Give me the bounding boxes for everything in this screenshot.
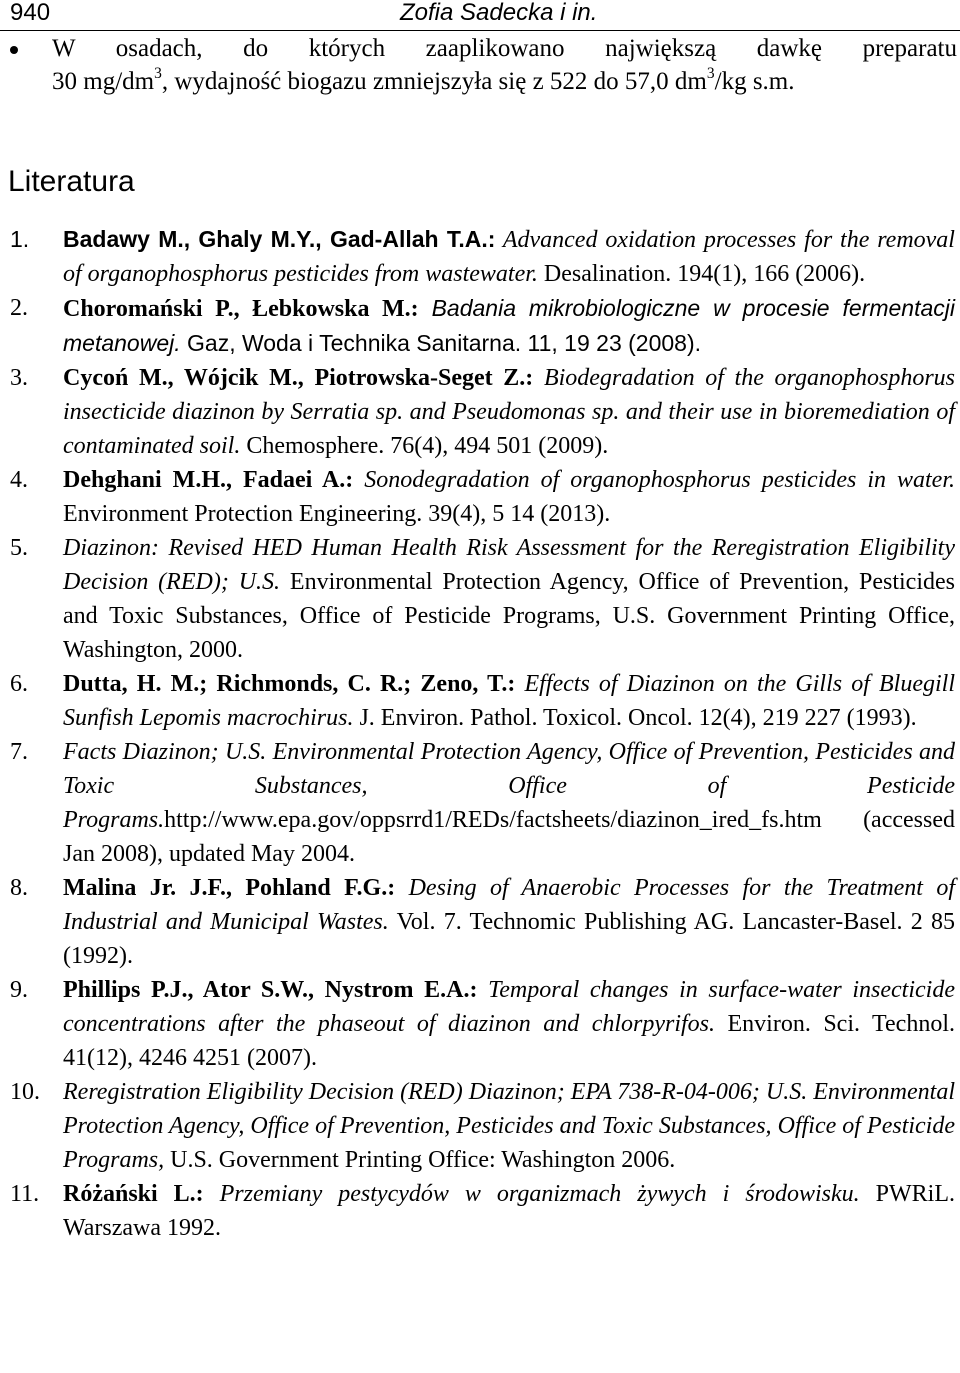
- reference-body: Cycoń M., Wójcik M., Piotrowska-Seget Z.: Biodegradation of the organophosphorus insecticide diazinon by Serratia sp. and Pseudomonas sp. and their use in bioremediation of contaminated soil. Chemosphere. 76(4), 494 501 (2009).: [63, 365, 955, 459]
- reference-body: Reregistration Eligibility Decision (RED) Diazinon; EPA 738-R-04-006; U.S. Environmental Protection Agency, Office of Prevention, Pesticides and Toxic Substances, Office of Pesticide Programs, U.S. Government Printing Office: Washington 2006.: [63, 1079, 955, 1173]
- reference-number: 10.: [10, 1079, 40, 1105]
- reference-item: [0, 871, 960, 973]
- reference-item: [0, 463, 960, 531]
- reference-body: Malina Jr. J.F., Pohland F.G.: Desing of Anaerobic Processes for the Treatment of Industrial and Municipal Wastes. Vol. 7. Technomic Publishing AG. Lancaster-Basel. 2 85 (1992).: [63, 875, 956, 969]
- reference-body: Diazinon: Revised HED Human Health Risk Assessment for the Reregistration Eligibility Decision (RED); U.S. Environmental Protection Agency, Office of Prevention, Pesticides and Toxic Substances, Office of Pesticide Programs, U.S. Government Printing Office, Washington, 2000.: [63, 535, 955, 663]
- reference-number: 1.: [10, 226, 30, 252]
- reference-item: [0, 973, 960, 1075]
- reference-number: 8.: [10, 875, 28, 901]
- reference-item: [0, 667, 960, 735]
- reference-item: [0, 291, 960, 361]
- reference-item: [0, 1075, 960, 1177]
- reference-item: [0, 361, 960, 463]
- reference-number: 3.: [10, 365, 28, 391]
- bullet-dot-icon: [10, 46, 18, 54]
- reference-number: 5.: [10, 535, 28, 561]
- page-number: 940: [10, 0, 51, 26]
- page-header: [0, 0, 960, 31]
- reference-item: [0, 531, 960, 667]
- reference-number: 4.: [10, 467, 28, 493]
- reference-body: Badawy M., Ghaly M.Y., Gad-Allah T.A.: Advanced oxidation processes for the removal of organophosphorus pesticides from wastewater. Desalination. 194(1), 166 (2006).: [63, 226, 955, 287]
- reference-list: [0, 222, 960, 1245]
- reference-number: 11.: [10, 1181, 40, 1207]
- reference-number: 7.: [10, 739, 28, 765]
- reference-body: Facts Diazinon; U.S. Environmental Protection Agency, Office of Prevention, Pesticides and Toxic Substances, Office of Pesticide Programs.http://www.epa.gov/oppsrrd1/REDs/factsheets/diazinon_ired_fs.htm (accessed Jan 2008), updated May 2004.: [63, 739, 955, 867]
- reference-url[interactable]: http://www.epa.gov/oppsrrd1/REDs/factsheets/diazinon_ired_fs.htm: [164, 807, 822, 833]
- reference-body: Phillips P.J., Ator S.W., Nystrom E.A.: Temporal changes in surface-water insecticide concentrations after the phaseout of diazinon and chlorpyrifos. Environ. Sci. Technol. 41(12), 4246 4251 (2007).: [63, 977, 956, 1071]
- running-head: Zofia Sadecka i in.: [400, 0, 598, 26]
- reference-item: [0, 735, 960, 871]
- reference-number: 2.: [10, 295, 28, 321]
- section-heading: Literatura: [8, 165, 135, 198]
- reference-item: [0, 1177, 960, 1245]
- reference-number: 6.: [10, 671, 28, 697]
- reference-number: 9.: [10, 977, 28, 1003]
- bullet-line: 30 $mg/dm^3$, wydajność biogazu zmniejszyła się z 522 do 57,0 $dm^3/kg$ s.m.: [52, 65, 795, 95]
- bullet-line: W osadach, do których zaaplikowano największą dawkę preparatu: [52, 35, 957, 62]
- reference-item: [0, 222, 960, 291]
- reference-body: Różański L.: Przemiany pestycydów w organizmach żywych i środowisku. PWRiL. Warszawa 1992.: [63, 1181, 956, 1241]
- reference-body: Dutta, H. M.; Richmonds, C. R.; Zeno, T.: Effects of Diazinon on the Gills of Bluegill Sunfish Lepomis macrochirus. J. Environ. Pathol. Toxicol. Oncol. 12(4), 219 227 (1993).: [63, 671, 955, 731]
- reference-body: Choromański P., Łebkowska M.: Badania mikrobiologiczne w procesie fermentacji metanowej. Gaz, Woda i Technika Sanitarna. 11, 19 23 (2008).: [63, 295, 956, 356]
- reference-body: Dehghani M.H., Fadaei A.: Sonodegradation of organophosphorus pesticides in water. Environment Protection Engineering. 39(4), 5 14 (2013).: [63, 467, 956, 527]
